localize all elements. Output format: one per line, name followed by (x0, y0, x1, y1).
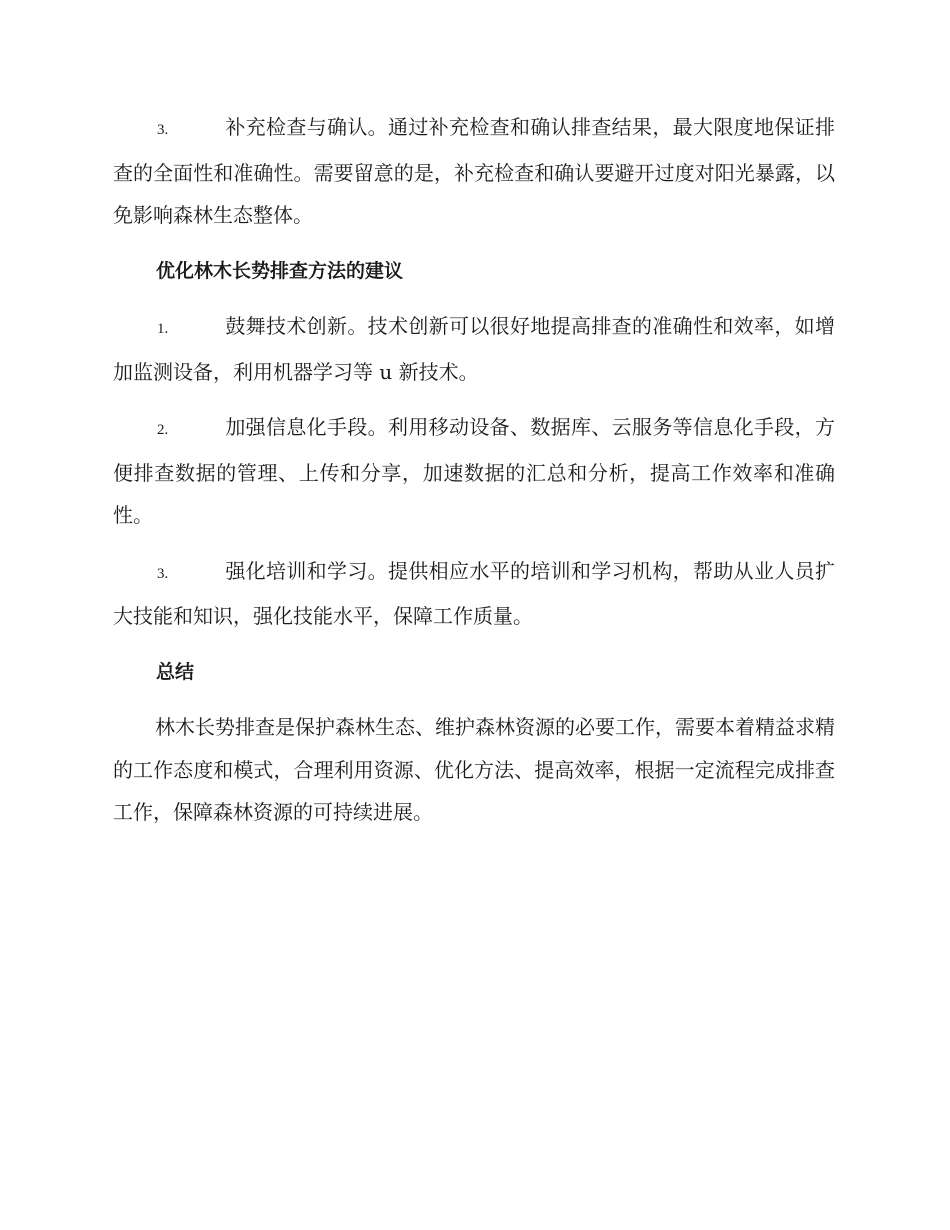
summary-paragraph: 林木长势排查是保护森林生态、维护森林资源的必要工作，需要本着精益求精的工作态度和模式，合理利用资源、优化方法、提高效率，根据一定流程完成排查工作，保障森林资源的可持续进展。 (113, 715, 835, 824)
list-item-text: 补充检查与确认。通过补充检查和确认排查结果，最大限度地保证排查的全面性和准确性。需要留意的是，补充检查和确认要避开过度对阳光暴露，以免影响森林生态整体。 (113, 115, 835, 227)
list-item-supplementary-check (113, 106, 835, 237)
section-heading-summary: 总结 (156, 660, 195, 683)
section-heading-optimization: 优化林木长势排查方法的建议 (156, 259, 404, 282)
list-item-informatization (113, 406, 835, 537)
list-number: 3. (157, 565, 169, 582)
list-item-tech-innovation (113, 305, 835, 393)
list-item-text: 鼓舞技术创新。技术创新可以很好地提高排查的准确性和效率，如增加监测设备，利用机器学习等 u 新技术。 (113, 314, 835, 384)
document-page (113, 106, 835, 847)
list-item-text: 加强信息化手段。利用移动设备、数据库、云服务等信息化手段，方便排查数据的管理、上传和分享，加速数据的汇总和分析，提高工作效率和准确性。 (113, 415, 835, 527)
list-number: 2. (157, 422, 169, 438)
list-number: 1. (157, 321, 169, 337)
list-item-training (113, 550, 835, 638)
list-number: 3. (157, 122, 169, 138)
list-item-text: 强化培训和学习。提供相应水平的培训和学习机构，帮助从业人员扩大技能和知识，强化技能水平，保障工作质量。 (113, 558, 835, 628)
